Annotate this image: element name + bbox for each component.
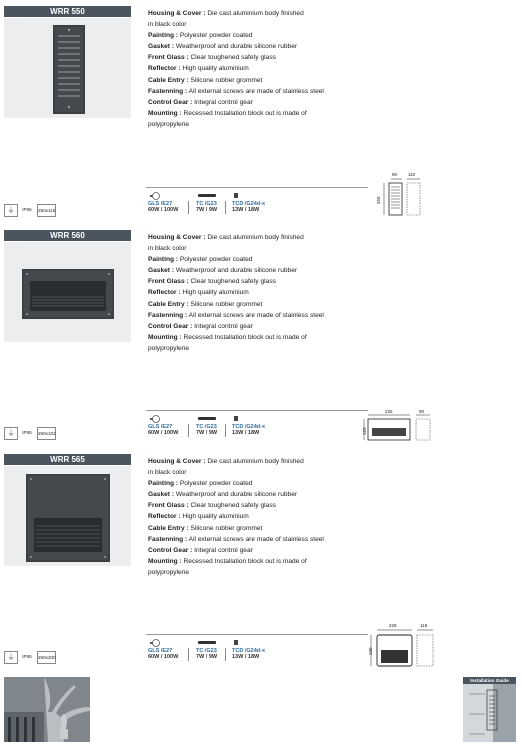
lamp-options (146, 187, 368, 227)
ground-icon: ⏚ (4, 204, 18, 217)
cutout-badge: 250x102 (37, 427, 56, 440)
spec-list (148, 456, 378, 578)
lamp-icons (148, 638, 238, 648)
wall-light-image (4, 466, 131, 566)
spec-row: Housing & Cover : Die cast aluminium body finished (148, 458, 304, 465)
garden-scene-image (4, 677, 90, 742)
lamp-icons (148, 191, 238, 201)
spec-row: in black color (148, 21, 187, 29)
spec-row: Control Gear : Integral control gear (148, 98, 253, 106)
spec-row: Fastenning : All external screws are made of stainless steel (148, 311, 324, 319)
installation-photo (4, 677, 90, 742)
cutout-badge: 250x115 (37, 204, 56, 217)
product-wrr-550 (0, 6, 522, 226)
installation-guide-image (463, 684, 516, 742)
lamp-gls: GLS /E27 60W / 100W (148, 424, 179, 437)
svg-text:90: 90 (392, 172, 398, 177)
installation-guide-label: Installation Guide (463, 677, 516, 684)
spec-row: polypropylene (148, 568, 190, 576)
spec-list (148, 232, 378, 354)
product-photo (4, 466, 131, 566)
dimension-drawing (362, 620, 442, 670)
spec-row: in black color (148, 469, 187, 477)
svg-text:110: 110 (408, 172, 416, 177)
spec-row: Front Glass : Clear toughened safety glass (148, 502, 276, 510)
certification-symbols (4, 651, 54, 663)
product-title: WRR 550 (4, 6, 131, 17)
spec-row: Housing & Cover : Die cast aluminium body finished (148, 10, 304, 17)
ip-rating-badge: IP55 (22, 207, 32, 212)
dimension-drawing (374, 166, 444, 226)
spec-row: Painting : Polyester powder coated (148, 480, 253, 488)
product-photo (4, 18, 131, 118)
spec-row: Reflector : High quality aluminium (148, 289, 249, 297)
spec-row: Front Glass : Clear toughened safety glass (148, 54, 276, 62)
spec-row: Mounting : Recessed Installation block out is made of (148, 109, 307, 117)
spec-row: Cable Entry : Silicone rubber grommet (148, 524, 263, 532)
certification-symbols (4, 204, 54, 216)
spec-row: Reflector : High quality aluminium (148, 513, 249, 521)
spec-row: Gasket : Weatherproof and durable silicone rubber (148, 491, 298, 499)
spec-row: Fastenning : All external screws are made of stainless steel (148, 87, 324, 95)
product-wrr-560 (0, 230, 522, 450)
svg-text:120: 120 (362, 427, 367, 435)
spec-row: polypropylene (148, 344, 190, 352)
product-title: WRR 560 (4, 230, 131, 241)
spec-row: Front Glass : Clear toughened safety glass (148, 278, 276, 286)
installation-diagram (463, 684, 516, 742)
spec-row: Gasket : Weatherproof and durable silicone rubber (148, 43, 298, 51)
ground-icon: ⏚ (4, 651, 18, 664)
spec-row: Cable Entry : Silicone rubber grommet (148, 300, 263, 308)
svg-text:250: 250 (376, 196, 381, 204)
spec-row: Control Gear : Integral control gear (148, 546, 253, 554)
svg-text:225: 225 (385, 409, 393, 414)
svg-text:190: 190 (368, 647, 373, 655)
wall-light-image (4, 242, 131, 342)
spec-row: Cable Entry : Silicone rubber grommet (148, 76, 263, 84)
lamp-options (146, 410, 368, 450)
spec-list (148, 8, 378, 130)
spec-row: Painting : Polyester powder coated (148, 32, 253, 40)
spec-row: polypropylene (148, 120, 190, 128)
cutout-badge: 250x200 (37, 651, 56, 664)
svg-text:228: 228 (389, 623, 397, 628)
lamp-tcd: TCD /G24d-x 13W / 18W (232, 201, 266, 214)
spec-row: Reflector : High quality aluminium (148, 65, 249, 73)
dimension-drawing (360, 406, 440, 446)
ground-icon: ⏚ (4, 427, 18, 440)
spec-row: Control Gear : Integral control gear (148, 322, 253, 330)
product-wrr-565 (0, 454, 522, 674)
lamp-gls: GLS /E27 60W / 100W (148, 648, 179, 661)
product-title: WRR 565 (4, 454, 131, 465)
spec-row: in black color (148, 245, 187, 253)
spec-row: Fastenning : All external screws are made of stainless steel (148, 535, 324, 543)
svg-text:90: 90 (419, 409, 425, 414)
lamp-tcd: TCD /G24d-x 13W / 18W (232, 424, 266, 437)
lamp-tc: TC /G23 7W / 9W (196, 201, 218, 214)
product-photo (4, 242, 131, 342)
lamp-tc: TC /G23 7W / 9W (196, 648, 218, 661)
ip-rating-badge: IP55 (22, 430, 32, 435)
spec-row: Housing & Cover : Die cast aluminium body finished (148, 234, 304, 241)
lamp-tc: TC /G23 7W / 9W (196, 424, 218, 437)
ip-rating-badge: IP55 (22, 654, 32, 659)
certification-symbols (4, 427, 54, 439)
wall-light-image (4, 18, 131, 118)
spec-row: Mounting : Recessed Installation block out is made of (148, 333, 307, 341)
lamp-gls: GLS /E27 60W / 100W (148, 201, 179, 214)
spec-row: Mounting : Recessed Installation block out is made of (148, 557, 307, 565)
spec-row: Painting : Polyester powder coated (148, 256, 253, 264)
lamp-options (146, 634, 368, 674)
lamp-tcd: TCD /G24d-x 13W / 18W (232, 648, 266, 661)
svg-text:118: 118 (420, 623, 428, 628)
spec-row: Gasket : Weatherproof and durable silicone rubber (148, 267, 298, 275)
lamp-icons (148, 414, 238, 424)
